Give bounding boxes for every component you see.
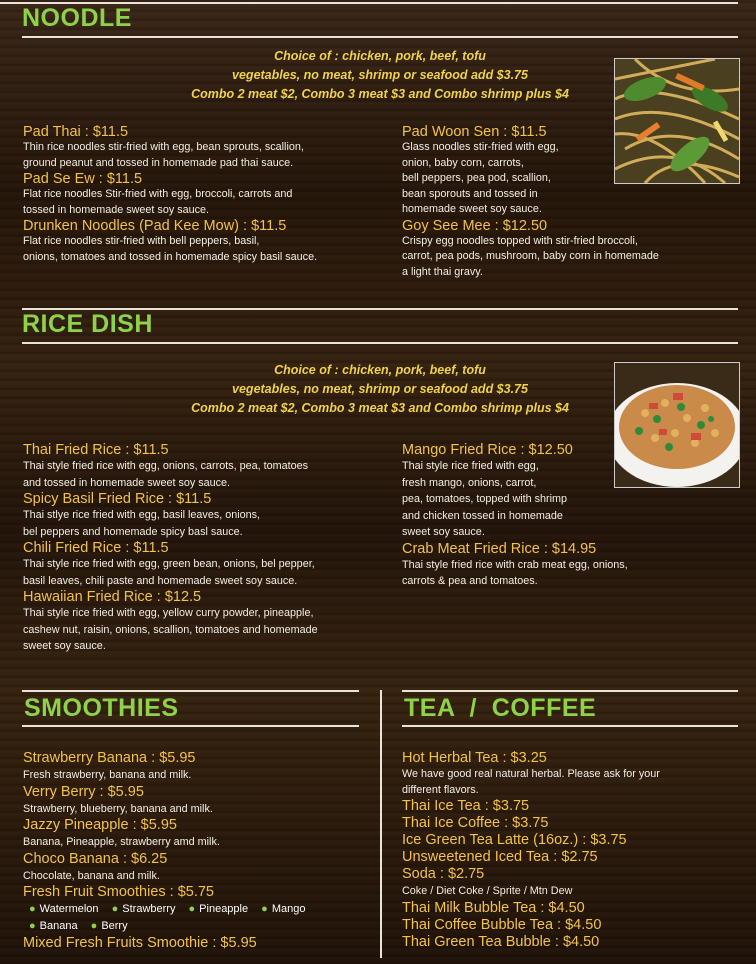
tea-section-title: TEA / COFFEE <box>404 694 597 722</box>
dish-desc: homemade sweet soy sauce. <box>402 203 542 215</box>
menu-item <box>23 817 373 851</box>
dish-desc: Strawberry, blueberry, banana and milk. <box>23 802 213 815</box>
dish-name: Ice Green Tea Latte (16oz.) : $3.75 <box>402 832 627 848</box>
dish-desc: different flavors. <box>402 783 479 796</box>
menu-item <box>23 540 373 589</box>
dish-name: Thai Fried Rice : $11.5 <box>23 442 169 458</box>
dish-desc: Coke / Diet Coke / Sprite / Mtn Dew <box>402 885 573 897</box>
dish-desc: a light thai gravy. <box>402 265 483 278</box>
dish-desc: Thai style fried rice with crab meat egg, onions, <box>402 558 628 571</box>
dish-name: Fresh Fruit Smoothies : $5.75 <box>23 884 214 900</box>
noodle-choice-line: Combo 2 meat $2, Combo 3 meat $3 and Combo shrimp plus $4 <box>191 87 569 101</box>
dish-desc: fresh mango, onions, carrot, <box>402 476 537 489</box>
dish-desc: carrot, pea pods, mushroom, baby corn in homemade <box>402 250 659 262</box>
noodle-choice-line: vegetables, no meat, shrimp or seafood add $3.75 <box>232 68 528 82</box>
menu-item <box>402 442 732 541</box>
tea-list <box>402 750 742 951</box>
rice-right-column <box>402 442 732 590</box>
smoothies-list <box>23 750 373 952</box>
dish-name: Thai Ice Coffee : $3.75 <box>402 815 549 831</box>
noodle-left-column <box>23 124 373 265</box>
dish-desc: and tossed in homemade sweet soy sauce. <box>23 476 231 489</box>
menu-item <box>23 124 373 171</box>
dish-name: Soda : $2.75 <box>402 866 485 882</box>
dish-desc: Banana, Pineapple, strawberry amd milk. <box>23 836 220 848</box>
dish-desc: Thai stlye rice fried with egg, basil leaves, onions, <box>23 509 261 521</box>
rice-choice-line: Choice of : chicken, pork, beef, tofu <box>274 363 486 377</box>
dish-name: Unsweetened Iced Tea : $2.75 <box>402 849 598 865</box>
fruit-options-row <box>23 901 373 918</box>
dish-desc: sweet soy sauce. <box>23 640 106 652</box>
noodle-choice <box>100 47 660 104</box>
rice-left-column <box>23 442 373 655</box>
dish-desc: bell peppers, pea pod, scallion, <box>402 172 551 184</box>
menu-item <box>23 442 373 491</box>
dish-name: Verry Berry : $5.95 <box>23 783 144 800</box>
dish-desc: Thin rice noodles stir-fried with egg, bean sprouts, scallion, <box>23 141 304 153</box>
dish-desc: sweet soy sauce. <box>402 526 485 538</box>
noodle-choice-line: Choice of : chicken, pork, beef, tofu <box>274 49 486 63</box>
menu-item <box>23 884 373 901</box>
dish-name: Pad Thai : $11.5 <box>23 124 129 140</box>
dish-desc: Crispy egg noodles topped with stir-fried broccoli, <box>402 234 638 247</box>
dish-desc: onions, tomatoes and tossed in homemade spicy basil sauce. <box>23 250 318 263</box>
menu-item <box>23 491 373 540</box>
menu-item <box>402 124 732 218</box>
dish-desc: ground peanut and tossed in homemade pad thai sauce. <box>23 156 294 169</box>
fruit-option: ● Watermelon <box>29 903 99 915</box>
bullet-icon: ● <box>29 920 36 932</box>
dish-desc: basil leaves, chili paste and homemade sweet soy sauce. <box>23 574 298 587</box>
rice-choice-line: vegetables, no meat, shrimp or seafood add $3.75 <box>232 382 528 396</box>
dish-desc: and chicken tossed in homemade <box>402 509 563 522</box>
noodle-title-rule <box>22 36 738 38</box>
menu-item <box>23 171 373 218</box>
menu-item <box>23 589 373 655</box>
dish-name: Crab Meat Fried Rice : $14.95 <box>402 540 597 557</box>
fruit-option: ● Berry <box>90 920 128 932</box>
menu-item <box>23 218 373 265</box>
fruit-option: ● Strawberry <box>111 903 176 915</box>
dish-name: Choco Banana : $6.25 <box>23 850 168 867</box>
fruit-options-row <box>23 918 373 935</box>
dish-name: Hot Herbal Tea : $3.25 <box>402 750 547 766</box>
smoothies-section-title: SMOOTHIES <box>24 694 179 722</box>
menu-item <box>402 218 732 281</box>
dish-desc: pea, tomatoes, topped with shrimp <box>402 493 568 505</box>
dish-desc: Glass noodles stir-fried with egg, <box>402 141 559 153</box>
bullet-icon: ● <box>261 903 268 915</box>
dish-name: Goy See Mee : $12.50 <box>402 217 548 234</box>
dish-desc: onion, baby corn, carrots, <box>402 156 524 169</box>
dish-desc: Flat rice noodles stir-fried with bell peppers, basil, <box>23 235 260 247</box>
fruit-option: ● Banana <box>29 920 78 932</box>
column-divider <box>380 690 382 958</box>
dish-name: Thai Milk Bubble Tea : $4.50 <box>402 899 585 916</box>
dish-desc: Flat rice noodles Stir-fried with egg, broccoli, carrots and <box>23 188 293 200</box>
dish-desc: cashew nut, raisin, onions, scallion, tomatoes and homemade <box>23 623 318 636</box>
bullet-icon: ● <box>90 920 98 932</box>
dish-desc: Thai style rice fried with egg, <box>402 460 539 472</box>
dish-name: Hawaiian Fried Rice : $12.5 <box>23 589 202 605</box>
menu-item <box>402 541 732 590</box>
dish-name: Thai Ice Tea : $3.75 <box>402 798 530 814</box>
dish-name: Mango Fried Rice : $12.50 <box>402 442 573 458</box>
menu-item <box>23 784 373 818</box>
noodle-section-title: NOODLE <box>22 4 132 32</box>
dish-desc: Thai style rice fried with egg, yellow curry powder, pineapple, <box>23 607 314 619</box>
menu-item <box>23 851 373 885</box>
dish-desc: Thai style rice fried with egg, green bean, onions, bel pepper, <box>23 558 315 570</box>
dish-name: Strawberry Banana : $5.95 <box>23 750 196 766</box>
dish-name: Pad Se Ew : $11.5 <box>23 171 143 187</box>
bullet-icon: ● <box>29 903 36 915</box>
dish-name: Thai Green Tea Bubble : $4.50 <box>402 933 600 950</box>
smoothies-top-rule <box>22 690 359 692</box>
rice-title-rule <box>22 342 738 344</box>
dish-name: Spicy Basil Fried Rice : $11.5 <box>23 491 212 507</box>
bullet-icon: ● <box>111 903 119 915</box>
rice-choice-line: Combo 2 meat $2, Combo 3 meat $3 and Combo shrimp plus $4 <box>191 401 569 415</box>
dish-desc: We have good real natural herbal. Please ask for your <box>402 768 660 780</box>
tea-top-rule <box>402 690 738 692</box>
fruit-option: ● Mango <box>261 903 306 915</box>
rice-section-title: RICE DISH <box>22 310 153 338</box>
dish-desc: bean sporouts and tossed in <box>402 187 538 200</box>
smoothies-title-rule <box>22 725 359 727</box>
menu-item <box>23 750 373 784</box>
dish-name: Mixed Fresh Fruits Smoothie : $5.95 <box>23 935 257 951</box>
menu-item <box>402 750 742 798</box>
dish-name: Chili Fried Rice : $11.5 <box>23 540 169 556</box>
dish-name: Drunken Noodles (Pad Kee Mow) : $11.5 <box>23 218 287 234</box>
dish-desc: carrots & pea and tomatoes. <box>402 575 538 587</box>
fruit-option: ● Pineapple <box>188 903 249 915</box>
rice-choice <box>100 361 660 418</box>
dish-desc: Fresh strawberry, banana and milk. <box>23 769 192 781</box>
dish-desc: tossed in homemade sweet soy sauce. <box>23 203 210 216</box>
dish-desc: Thai style fried rice with egg, onions, carrots, pea, tomatoes <box>23 460 309 472</box>
dish-name: Jazzy Pineapple : $5.95 <box>23 817 177 833</box>
noodle-right-column <box>402 124 732 280</box>
dish-desc: Chocolate, banana and milk. <box>23 869 160 882</box>
dish-desc: bel peppers and homemade spicy basl sauce. <box>23 525 243 538</box>
tea-title-rule <box>402 725 738 727</box>
dish-name: Pad Woon Sen : $11.5 <box>402 124 547 140</box>
dish-name: Thai Coffee Bubble Tea : $4.50 <box>402 916 602 933</box>
bullet-icon: ● <box>188 903 196 915</box>
